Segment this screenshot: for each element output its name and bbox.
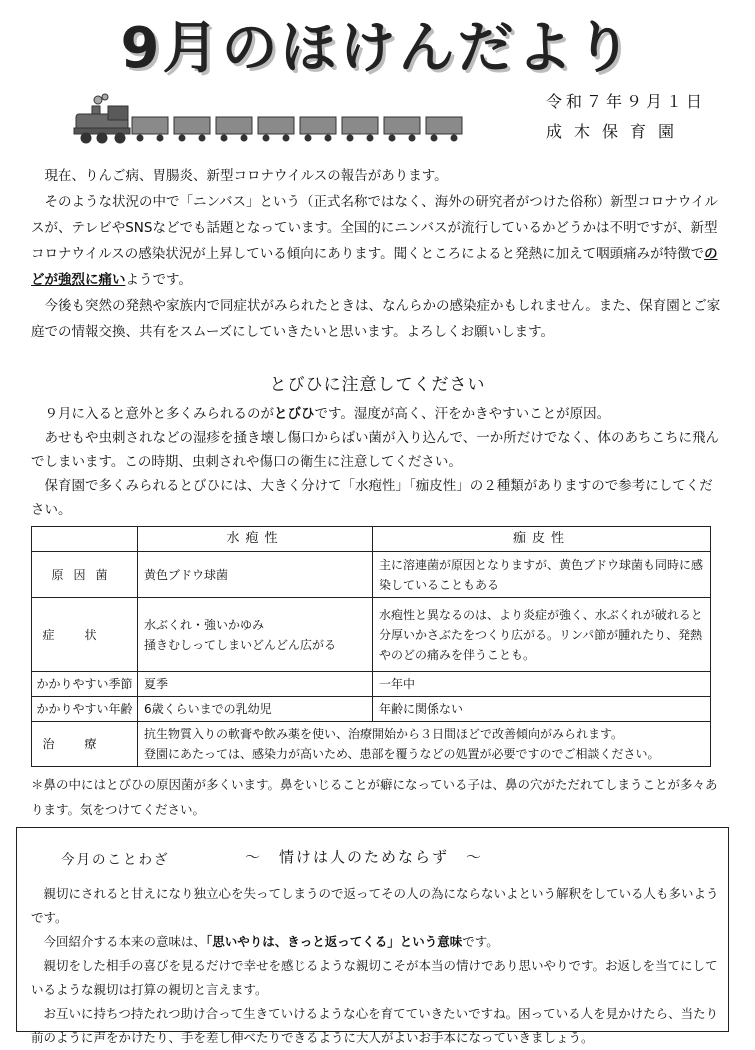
section-heading-impetigo: とびひに注意してください bbox=[269, 375, 486, 395]
column-header-bullous: 水疱性 bbox=[138, 527, 373, 552]
newsletter-title: 9月のほけんだより bbox=[120, 16, 635, 81]
table-cell: 水ぶくれ・強いかゆみ 掻きむしってしまいどんどん広がる bbox=[138, 598, 373, 672]
table-cell: 水疱性と異なるのは、より炎症が強く、水ぶくれが破れると分厚いかさぶたをつくり広がる。リンパ節が腫れたり、発熱やのどの痛みを伴うことも。 bbox=[373, 598, 711, 672]
impetigo-paragraph-3: 保育園で多くみられるとびひには、大きく分けて「水疱性」「痂皮性」の２種類がありますので参考にしてください。 bbox=[31, 478, 713, 518]
table-cell: 年齢に関係ない bbox=[373, 697, 711, 722]
impetigo-comparison-table bbox=[31, 526, 711, 767]
table-cell: 主に溶連菌が原因となりますが、黄色ブドウ球菌も同時に感染していることもある bbox=[373, 552, 711, 598]
proverb-body bbox=[31, 882, 721, 1050]
table-row bbox=[32, 552, 711, 598]
row-label: 治療 bbox=[32, 722, 138, 767]
proverb-paragraph-4: お互いに持ちつ持たれつ助け合って生きていけるような心を育てていきたいですね。困っている人を見かけたら、当たり前のように声をかけたり、手を差し伸べたりできるように大人がよいお手本になっていきましょう。 bbox=[31, 1006, 719, 1045]
table-row bbox=[32, 722, 711, 767]
treatment-cell: 抗生物質入りの軟膏や飲み薬を使い、治療開始から３日間ほどで改善傾向がみられます。 登園にあたっては、感染力が高いため、患部を覆うなどの処置が必要ですのでご相談ください。 bbox=[138, 722, 711, 767]
impetigo-section bbox=[31, 402, 721, 522]
school-name: 成木保育園 bbox=[546, 122, 687, 141]
intro-paragraph-2: そのような状況の中で「ニンバス」という（正式名称ではなく、海外の研究者がつけた俗称）新型コロナウイルスが、テレビやSNSなどでも話題となっています。全国的にニンバスが流行しているかどうかは不明ですが、新型コロナウイルスの感染状況が上昇している傾向にあります。聞くところによると発熱に加えて咽頭痛みが特徴でのどが強烈に痛いようです。 bbox=[31, 194, 718, 288]
proverb-box bbox=[16, 827, 729, 1045]
proverb-label: 今月のことわざ bbox=[61, 852, 170, 868]
impetigo-paragraph-1: ９月に入ると意外と多くみられるのがとびひです。湿度が高く、汗をかきやすいことが原因。 bbox=[44, 406, 611, 422]
issue-date: 令和７年９月１日 bbox=[546, 92, 707, 111]
proverb-heading: ～ 情けは人のためならず ～ bbox=[245, 848, 484, 866]
impetigo-paragraph-2: あせもや虫刺されなどの湿疹を掻き壊し傷口からばい菌が入り込んで、一か所だけでなく、体のあちこちに飛んでしまいます。この時期、虫刺されや傷口の衛生に注意してください。 bbox=[31, 430, 719, 470]
table-row bbox=[32, 697, 711, 722]
table-row bbox=[32, 598, 711, 672]
proverb-paragraph-2: 今回紹介する本来の意味は、「思いやりは、きっと返ってくる」という意味です。 bbox=[43, 934, 499, 949]
intro-paragraph-3: 今後も突然の発熱や家族内で同症状がみられたときは、なんらかの感染症かもしれません。また、保育園とご家庭での情報交換、共有をスムーズにしていきたいと思います。よろしくお願いします。 bbox=[31, 298, 721, 340]
table-cell: 夏季 bbox=[138, 672, 373, 697]
table-cell: 一年中 bbox=[373, 672, 711, 697]
intro-paragraph-1: 現在、りんご病、胃腸炎、新型コロナウイルスの報告があります。 bbox=[44, 168, 448, 184]
row-label: かかりやすい年齢 bbox=[32, 697, 138, 722]
table-cell: 6歳くらいまでの乳幼児 bbox=[138, 697, 373, 722]
emphasis-sore-throat: のどが強烈に痛い bbox=[31, 246, 718, 288]
table-header-row bbox=[32, 527, 711, 552]
intro-section bbox=[31, 163, 721, 345]
table-cell: 黄色ブドウ球菌 bbox=[138, 552, 373, 598]
row-label: 症状 bbox=[32, 598, 138, 672]
proverb-paragraph-3: 親切をした相手の喜びを見るだけで幸せを感じるような親切こそが本当の情けであり思いやりです。お返しを当てにしているような親切は打算の親切と言えます。 bbox=[31, 958, 718, 997]
proverb-paragraph-1: 親切にされると甘えになり独立心を失ってしまうので返ってその人の為にならないよという解釈をしている人も多いようです。 bbox=[31, 886, 719, 925]
table-row bbox=[32, 672, 711, 697]
row-label: 原因菌 bbox=[32, 552, 138, 598]
train-illustration bbox=[70, 92, 500, 152]
row-label: かかりやすい季節 bbox=[32, 672, 138, 697]
nose-note: ＊鼻の中にはとびひの原因菌が多くいます。鼻をいじることが癖になっている子は、鼻の穴がただれてしまうことが多々あります。気をつけてください。 bbox=[31, 777, 718, 817]
table-corner-cell bbox=[32, 527, 138, 552]
column-header-crusted: 痂皮性 bbox=[373, 527, 711, 552]
